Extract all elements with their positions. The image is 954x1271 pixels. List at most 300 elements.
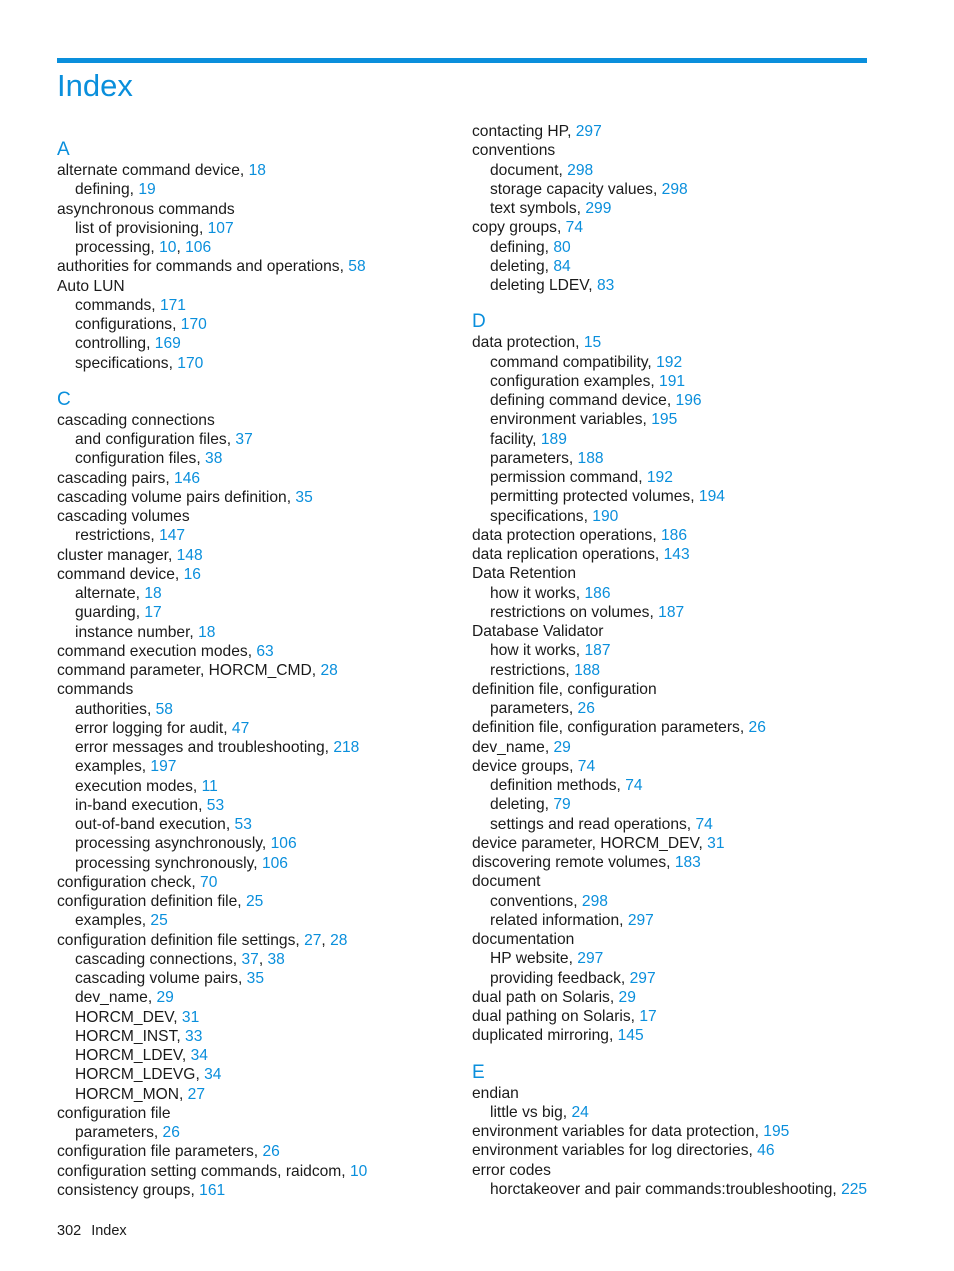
index-subentry <box>472 257 872 276</box>
entry-text: commands, <box>75 296 156 314</box>
page-link[interactable]: 161 <box>199 1181 226 1199</box>
entry-text: configuration files, <box>75 450 201 468</box>
entry-text: restrictions, <box>490 661 570 679</box>
entry-text: how it works, <box>490 584 581 602</box>
index-subentry <box>57 911 457 930</box>
index-subentry <box>472 641 872 660</box>
index-subentry <box>57 449 457 468</box>
section-letter: C <box>57 388 71 410</box>
entry-text: cascading pairs, <box>57 469 170 487</box>
index-entry <box>472 738 872 757</box>
index-entry <box>472 333 872 352</box>
entry-text: HORCM_INST, <box>75 1027 181 1045</box>
section-letter: D <box>472 311 486 333</box>
page-link[interactable]: 195 <box>651 411 678 429</box>
index-entry <box>472 545 872 564</box>
index-entry <box>472 988 872 1007</box>
page-link[interactable]: 11 <box>201 777 218 795</box>
page-link[interactable]: 143 <box>663 546 690 563</box>
index-entry <box>472 680 872 699</box>
entry-text: cascading connections <box>57 411 215 429</box>
entry-text: HORCM_DEV, <box>75 1008 178 1026</box>
page-link[interactable]: 17 <box>639 1008 657 1025</box>
page-link[interactable]: 53 <box>206 796 225 814</box>
page-link[interactable]: 74 <box>695 815 713 833</box>
index-subentry <box>57 719 457 738</box>
page-footer <box>57 1222 127 1240</box>
entry-text: environment variables for log directories, <box>472 1142 753 1160</box>
index-subentry <box>472 487 872 506</box>
page-link[interactable]: 38 <box>267 950 285 968</box>
index-entry <box>472 218 872 237</box>
entry-text: error codes <box>472 1161 551 1179</box>
index-subentry <box>57 969 457 988</box>
page-link[interactable]: 35 <box>295 488 313 506</box>
index-subentry <box>57 834 457 853</box>
index-subentry <box>472 199 872 218</box>
page-link[interactable]: 79 <box>553 796 571 814</box>
entry-text: device parameter, HORCM_DEV, <box>472 834 703 852</box>
index-subentry <box>57 180 457 199</box>
index-entry <box>57 873 457 892</box>
page-link[interactable]: 84 <box>553 257 571 275</box>
page-link[interactable]: 107 <box>207 219 234 237</box>
index-subentry <box>57 796 457 815</box>
index-subentry <box>57 1085 457 1104</box>
index-subentry <box>472 372 872 391</box>
page-link[interactable]: 34 <box>190 1047 208 1064</box>
entry-text: parameters, <box>490 449 574 467</box>
page-link[interactable]: 297 <box>577 950 604 968</box>
index-entry <box>472 1026 872 1045</box>
index-entry <box>472 1084 872 1103</box>
page-link[interactable]: 29 <box>618 988 636 1006</box>
index-entry <box>57 565 457 584</box>
page-link[interactable]: 18 <box>248 162 266 179</box>
entry-text: configuration definition file settings, <box>57 931 300 949</box>
index-entry <box>57 161 457 180</box>
entry-text: copy groups, <box>472 219 562 237</box>
index-subentry <box>57 623 457 642</box>
index-entry <box>472 622 872 641</box>
index-subentry <box>472 430 872 449</box>
entry-text: commands <box>57 681 134 699</box>
index-entry <box>472 1122 872 1141</box>
entry-text: facility, <box>490 430 537 448</box>
header-rule <box>57 58 867 63</box>
page-link[interactable]: 298 <box>581 892 608 910</box>
index-entry <box>472 141 872 160</box>
entry-text: cascading volumes <box>57 508 190 525</box>
index-entry <box>472 526 872 545</box>
entry-text: specifications, <box>490 507 588 525</box>
index-subentry <box>472 180 872 199</box>
entry-text: HP website, <box>490 950 573 968</box>
entry-text: guarding, <box>75 604 141 622</box>
entry-text: storage capacity values, <box>490 180 658 198</box>
page-link[interactable]: 38 <box>205 450 223 468</box>
index-subentry <box>57 1008 457 1027</box>
index-entry <box>472 122 872 141</box>
page-link[interactable]: 225 <box>841 1180 868 1198</box>
entry-text: data protection, <box>472 334 580 352</box>
entry-text: environment variables for data protection, <box>472 1123 759 1140</box>
index-subentry <box>57 700 457 719</box>
entry-text: configuration definition file, <box>57 893 242 910</box>
entry-text: HORCM_LDEV, <box>75 1047 187 1064</box>
entry-text: controlling, <box>75 335 151 353</box>
page-link[interactable]: 195 <box>763 1123 790 1140</box>
page-link[interactable]: 26 <box>262 1143 280 1161</box>
entry-text: device groups, <box>472 757 574 775</box>
page-link[interactable]: 190 <box>592 507 619 525</box>
index-subentry <box>472 776 872 795</box>
index-subentry <box>57 526 457 545</box>
entry-text: defining, <box>75 181 134 199</box>
index-subentry <box>472 969 872 988</box>
page-link[interactable]: 186 <box>584 584 611 602</box>
index-subentry <box>472 584 872 603</box>
page-link[interactable]: 46 <box>757 1142 775 1160</box>
entry-text: in-band execution, <box>75 796 203 814</box>
index-entry <box>57 546 457 565</box>
entry-text: error messages and troubleshooting, <box>75 739 329 756</box>
entry-text: related information, <box>490 911 624 929</box>
entry-text: consistency groups, <box>57 1181 195 1199</box>
page-link[interactable]: 26 <box>577 700 595 717</box>
page-link[interactable]: 148 <box>176 546 203 564</box>
index-entry <box>57 642 457 661</box>
entry-text: execution modes, <box>75 777 198 795</box>
index-subentry <box>57 988 457 1007</box>
page-link[interactable]: 169 <box>154 335 181 353</box>
entry-text: document <box>472 873 541 891</box>
page-link[interactable]: 26 <box>162 1124 180 1141</box>
entry-text: configuration file parameters, <box>57 1143 259 1161</box>
index-entry <box>472 1141 872 1160</box>
page-link[interactable]: 298 <box>661 180 688 198</box>
index-entry <box>57 1162 457 1181</box>
index-entry <box>57 680 457 699</box>
entry-text: processing, <box>75 239 155 256</box>
index-subentry <box>472 911 872 930</box>
index-entry <box>57 411 457 430</box>
page-link[interactable]: 192 <box>646 469 673 486</box>
page-link[interactable]: 25 <box>150 912 168 930</box>
entry-text: alternate command device, <box>57 162 245 179</box>
page-link[interactable]: 53 <box>234 816 252 833</box>
entry-text: horctakeover and pair commands:troubleshooting, <box>490 1180 837 1198</box>
index-entry <box>472 930 872 949</box>
index-subentry <box>57 1065 457 1084</box>
entry-text: cluster manager, <box>57 546 173 564</box>
index-entry <box>57 257 457 276</box>
entry-text: data replication operations, <box>472 546 660 563</box>
page-link[interactable]: 10 <box>159 239 177 256</box>
index-entry: configuration definition file settings, 27, 28 <box>57 931 348 949</box>
page-link[interactable]: 37 <box>235 431 253 448</box>
entry-text: parameters, <box>75 1124 159 1141</box>
index-entry <box>472 872 872 891</box>
index-subentry <box>57 430 457 449</box>
page-link[interactable]: 188 <box>577 449 604 467</box>
index-entry <box>57 1181 457 1200</box>
index-subentry <box>472 1103 872 1122</box>
page-link[interactable]: 170 <box>180 316 207 333</box>
index-entry <box>57 488 457 507</box>
entry-text: alternate, <box>75 585 141 602</box>
page-link[interactable]: 29 <box>156 989 174 1007</box>
entry-text: cascading volume pairs definition, <box>57 488 292 506</box>
index-column-left <box>57 139 457 1200</box>
entry-text: command compatibility, <box>490 353 652 371</box>
entry-text: permitting protected volumes, <box>490 488 695 506</box>
page-link[interactable]: 74 <box>625 777 643 794</box>
entry-text: text symbols, <box>490 200 581 217</box>
page-link[interactable]: 187 <box>584 642 611 660</box>
entry-text: HORCM_MON, <box>75 1085 184 1103</box>
page-link[interactable]: 191 <box>659 372 686 390</box>
entry-text: list of provisioning, <box>75 219 204 237</box>
index-subentry <box>472 949 872 968</box>
index-entry <box>57 277 457 296</box>
page-link[interactable]: 25 <box>246 893 264 910</box>
index-subentry <box>472 603 872 622</box>
entry-text: configuration setting commands, raidcom, <box>57 1162 346 1180</box>
entry-text: Auto LUN <box>57 277 125 295</box>
entry-text: permission command, <box>490 469 643 486</box>
section-letter: A <box>57 139 70 160</box>
index-subentry <box>57 354 457 373</box>
index-subentry <box>472 815 872 834</box>
page-link[interactable]: 18 <box>198 623 216 641</box>
page-link[interactable]: 197 <box>150 758 177 776</box>
entry-text: defining, <box>490 238 549 256</box>
page-link[interactable]: 58 <box>155 700 173 718</box>
index-subentry <box>472 276 872 295</box>
page-link[interactable]: 17 <box>144 604 162 622</box>
index-subentry <box>472 795 872 814</box>
page-link[interactable]: 10 <box>349 1162 368 1180</box>
index-subentry <box>57 584 457 603</box>
entry-text: error logging for audit, <box>75 719 228 737</box>
page-link[interactable]: 28 <box>330 931 348 949</box>
entry-text: HORCM_LDEVG, <box>75 1066 200 1084</box>
page-link[interactable]: 218 <box>333 739 360 756</box>
index-subentry <box>472 238 872 257</box>
entry-text: Data Retention <box>472 565 577 583</box>
page-link[interactable]: 188 <box>574 661 601 679</box>
page-link[interactable]: 28 <box>320 662 338 679</box>
index-subentry <box>57 1046 457 1065</box>
index-subentry <box>57 1027 457 1046</box>
page-link[interactable]: 80 <box>553 238 571 256</box>
entry-text: asynchronous commands <box>57 200 235 218</box>
index-subentry: cascading connections, 37, 38 <box>75 950 285 968</box>
entry-text: conventions, <box>490 892 578 910</box>
page-link[interactable]: 24 <box>571 1103 589 1121</box>
entry-text: dev_name, <box>75 989 153 1007</box>
entry-text: dual pathing on Solaris, <box>472 1008 635 1025</box>
index-entry <box>57 200 457 219</box>
page-link[interactable]: 183 <box>674 854 701 871</box>
page-link[interactable]: 106 <box>270 835 297 853</box>
page-link[interactable]: 34 <box>204 1066 222 1084</box>
entry-text: configuration file <box>57 1104 171 1122</box>
entry-text: configuration examples, <box>490 372 655 390</box>
entry-text: definition methods, <box>490 777 621 794</box>
index-subentry <box>57 815 457 834</box>
index-subentry <box>57 315 457 334</box>
page-link[interactable]: 74 <box>565 219 583 237</box>
page-link[interactable]: 189 <box>540 430 567 448</box>
page-link[interactable]: 297 <box>575 123 602 140</box>
index-subentry <box>472 892 872 911</box>
index-subentry <box>57 854 457 873</box>
entry-text: out-of-band execution, <box>75 816 231 833</box>
page-link[interactable]: 19 <box>138 181 156 199</box>
page-link[interactable]: 31 <box>181 1008 200 1026</box>
page-link[interactable]: 58 <box>348 258 366 276</box>
entry-text: duplicated mirroring, <box>472 1027 614 1045</box>
entry-text: Database Validator <box>472 623 604 640</box>
entry-text: definition file, configuration <box>472 680 657 698</box>
index-subentry <box>472 161 872 180</box>
page-link[interactable]: 299 <box>585 200 612 217</box>
entry-text: authorities for commands and operations, <box>57 258 344 276</box>
entry-text: deleting, <box>490 257 549 275</box>
page-link[interactable]: 63 <box>256 642 274 660</box>
entry-text: environment variables, <box>490 411 647 429</box>
page-link[interactable]: 74 <box>577 757 596 775</box>
page-link[interactable]: 146 <box>174 469 201 487</box>
index-subentry <box>57 219 457 238</box>
index-column-right <box>472 122 872 1199</box>
entry-text: authorities, <box>75 700 152 718</box>
page-link[interactable]: 37 <box>241 950 259 968</box>
page-link[interactable]: 106 <box>261 854 288 872</box>
index-subentry <box>472 410 872 429</box>
entry-text: how it works, <box>490 642 581 660</box>
index-entry <box>57 469 457 488</box>
page-link[interactable]: 29 <box>553 738 571 756</box>
page-link[interactable]: 27 <box>304 931 322 949</box>
page-link[interactable]: 35 <box>246 970 264 987</box>
page-link[interactable]: 147 <box>159 527 186 545</box>
entry-text: configurations, <box>75 316 177 333</box>
entry-text: examples, <box>75 912 147 930</box>
page-link[interactable]: 47 <box>231 719 250 737</box>
index-entry <box>472 853 872 872</box>
entry-text: configuration check, <box>57 873 196 891</box>
page-link[interactable]: 171 <box>159 296 186 314</box>
index-entry <box>57 507 457 526</box>
entry-text: dev_name, <box>472 738 550 756</box>
page-link[interactable]: 298 <box>567 161 594 179</box>
entry-text: data protection operations, <box>472 526 657 544</box>
index-subentry <box>57 757 457 776</box>
page-title: Index <box>57 68 133 103</box>
entry-text: examples, <box>75 758 147 776</box>
index-subentry <box>472 391 872 410</box>
page-link[interactable]: 297 <box>627 911 654 929</box>
entry-text: deleting, <box>490 796 549 814</box>
page-link[interactable]: 70 <box>200 873 218 891</box>
entry-text: defining command device, <box>490 392 672 409</box>
index-subentry <box>472 353 872 372</box>
index-entry <box>472 834 872 853</box>
entry-text: settings and read operations, <box>490 815 692 833</box>
entry-text: processing asynchronously, <box>75 835 267 853</box>
page-link[interactable]: 31 <box>707 834 725 852</box>
entry-text: documentation <box>472 931 575 948</box>
page-link[interactable]: 192 <box>656 353 683 371</box>
entry-text: restrictions, <box>75 527 155 545</box>
index-entry <box>57 661 457 680</box>
index-subentry <box>472 468 872 487</box>
entry-text: definition file, configuration parameters, <box>472 719 745 737</box>
entry-text: document, <box>490 161 563 179</box>
page-link[interactable]: 16 <box>183 565 201 583</box>
index-subentry <box>472 507 872 526</box>
entry-text: restrictions on volumes, <box>490 603 654 621</box>
page-link[interactable]: 297 <box>629 969 656 987</box>
index-entry <box>57 1142 457 1161</box>
index-subentry <box>57 603 457 622</box>
page-link[interactable]: 145 <box>617 1027 644 1045</box>
entry-text: parameters, <box>490 700 574 717</box>
index-subentry <box>57 777 457 796</box>
page-link[interactable]: 15 <box>583 334 602 352</box>
section-letter: E <box>472 1061 485 1083</box>
entry-text: conventions <box>472 142 556 160</box>
entry-text: and configuration files, <box>75 431 232 448</box>
entry-text: cascading volume pairs, <box>75 970 243 987</box>
page-link[interactable]: 83 <box>596 277 615 294</box>
entry-text: command device, <box>57 565 180 583</box>
entry-text: contacting HP, <box>472 123 572 140</box>
page-link[interactable]: 106 <box>185 239 212 256</box>
page-link[interactable]: 186 <box>661 526 688 544</box>
entry-text: command parameter, HORCM_CMD, <box>57 662 317 679</box>
page-link[interactable]: 194 <box>698 488 725 506</box>
index-subentry <box>472 661 872 680</box>
entry-text: endian <box>472 1084 519 1102</box>
page-link[interactable]: 26 <box>748 719 766 737</box>
index-subentry <box>472 449 872 468</box>
page-link[interactable]: 170 <box>177 354 204 372</box>
index-entry <box>57 1104 457 1123</box>
page-link[interactable]: 196 <box>675 392 702 409</box>
index-subentry: processing, 10, 106 <box>75 239 212 256</box>
index-subentry <box>57 296 457 315</box>
page-link[interactable]: 27 <box>187 1085 205 1103</box>
index-entry <box>472 1161 872 1180</box>
page-link[interactable]: 33 <box>185 1027 203 1045</box>
entry-text: command execution modes, <box>57 642 253 660</box>
entry-text: dual path on Solaris, <box>472 988 615 1006</box>
page-link[interactable]: 187 <box>658 603 685 621</box>
index-entry <box>57 892 457 911</box>
entry-text: specifications, <box>75 354 173 372</box>
index-entry <box>472 718 872 737</box>
entry-text: processing synchronously, <box>75 854 258 872</box>
entry-text: little vs big, <box>490 1103 568 1121</box>
footer-page-number: 302 <box>57 1223 82 1239</box>
page-link[interactable]: 18 <box>144 585 162 602</box>
index-entry <box>472 1007 872 1026</box>
entry-text: deleting LDEV, <box>490 277 593 294</box>
